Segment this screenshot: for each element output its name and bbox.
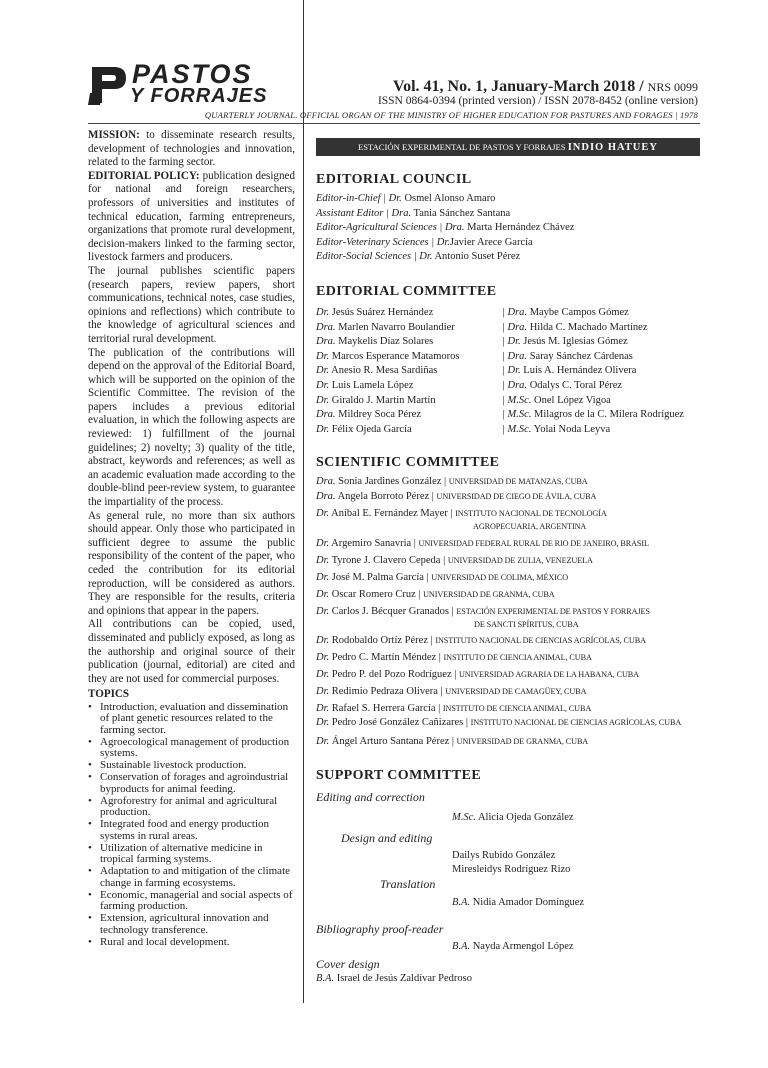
list-item [316,475,588,490]
issn-line: ISSN 0864-0394 (printed version) / ISSN 2078-8452 (online version) [377,95,698,107]
list-item [316,364,437,379]
title: Dra. [316,409,336,421]
list-item [316,490,596,505]
list-item [316,702,591,717]
person-name: Jesús M. Iglesias Gómez [520,336,628,348]
nrs-number: NRS 0099 [647,80,698,94]
role: Editor-in-Chief | Dr. [316,193,402,204]
title: Dr. [316,669,330,680]
scientific-committee [316,455,700,471]
mission-label: MISSION: [88,129,140,141]
list-item [502,350,633,365]
list-item: Dailys Rubido González [452,850,556,861]
person-name: Nayda Armengol López [470,941,574,952]
person-name: Redimio Pedraza Olivera | [329,686,446,697]
title: Dr. [316,686,330,697]
title: Dr. [316,394,330,406]
person-name: Tania Sánchez Santana [411,207,511,219]
list-item [502,306,629,321]
paragraph-contributions: All contributions can be copied, used, disseminated and publicly exposed, as long as the authorship and original source of their publication (journal, editorial) are cited and they are not used for commercial purposes. [88,618,295,685]
cover-design-label: Cover design [316,957,380,971]
editorial-council [316,172,700,265]
person-name: José M. Palma García | [329,572,432,583]
list-item [316,321,455,336]
left-column [88,129,295,949]
title: M.Sc. [452,812,476,823]
list-item [502,321,647,336]
person-name: Jesús Suárez Hernández [329,307,434,318]
volume-text: Vol. 41, No. 1, January-March 2018 / [392,78,644,95]
scientific-committee-title: SCIENTIFIC COMMITTEE [316,455,500,470]
paragraph-authors: As general rule, no more than six authors should appear. Only those who participated in sufficient degree to assume the public responsibility of the content of the paper, who ceded the contribution for its editorial reproduction, will be considered as authors. They are responsible for the results, criteria and opinions that appear in the papers. [88,509,295,617]
institution: UNIVERSIDAD AGRARIA DE LA HABANA, CUBA [458,670,639,679]
person-name: Milagros de la C. Milera Rodríguez [531,409,684,421]
title: Dr. [316,703,330,714]
logo-mark-icon [88,63,132,107]
institution: INSTITUTO NACIONAL DE CIENCIAS AGRÍCOLAS, CUBA [470,718,682,727]
institution: UNIVERSIDAD FEDERAL RURAL DE RIO DE JANEIRO, BRASIL [418,539,649,548]
list-item [316,350,459,365]
editorial-committee [316,284,700,300]
list-item [502,364,636,379]
institution-continued: AGROPECUARIA, ARGENTINA [473,522,587,531]
role: Assistant Editor | Dra. [316,207,412,219]
person-name: Javier Arece García [449,236,533,248]
list-item [502,408,684,423]
translation-label: Translation [380,877,436,891]
quarterly-line: QUARTERLY JOURNAL. OFFICIAL ORGAN OF THE MINISTRY OF HIGHER EDUCATION FOR PASTURES AND FORAGES | 1978 [204,110,698,120]
header-rule [88,123,700,124]
list-item [316,423,412,438]
policy-paragraph [88,170,295,265]
title: B.A. [452,941,471,952]
list-item [316,394,436,409]
title: | Dra. [502,380,528,391]
list-item [316,335,433,350]
paragraph-publishes: The journal publishes scientific papers (research papers, review papers, short communications, technical notes, case studies, opinions and reflections) which contribute to the knowledge of agricultural sciences and territorial rural development. [88,264,295,345]
person-name: Luis Lamela López [329,380,414,391]
support-committee-title: SUPPORT COMMITTEE [316,768,482,783]
role: Editor-Veterinary Sciences | Dr. [316,236,450,248]
list-item [316,972,472,987]
title: | Dra. [502,307,528,318]
person-name: Carlos J. Bécquer Granados | [329,606,457,617]
list-item: • Economic, managerial and social aspects of farming production. [88,890,295,913]
list-item [316,537,649,552]
institution: INSTITUTO DE CIENCIA ANIMAL, CUBA [442,704,592,713]
institution: UNIVERSIDAD DE MATANZAS, CUBA [448,477,588,486]
mission-paragraph [88,129,295,170]
institution: UNIVERSIDAD DE GRANMA, CUBA [456,737,589,746]
title: Dr. [316,380,330,391]
title: Dr. [316,365,330,377]
title: Dr. [316,555,330,566]
title: | Dra. [502,321,528,333]
person-name: Tyrone J. Clavero Cepeda | [329,555,448,566]
person-name: Argemiro Sanavria | [329,538,419,549]
list-item: • Rural and local development. [88,937,295,949]
title: | Dra. [502,350,528,362]
institution: INSTITUTO NACIONAL DE TECNOLOGÍA [455,509,607,518]
list-item [502,394,611,409]
institution: UNIVERSIDAD DE CIEGO DE ÁVILA, CUBA [436,491,597,501]
policy-text: publication designed for national and foreign researchers, professors of universities and institutes of technical education, farming entrepreneurs, organizations that promote rural development, decision-makers linked to the farming sector, livestock farmers and producers. [88,169,295,264]
role: Editor-Agricultural Sciences | Dra. [316,222,465,234]
title: Dra. [316,321,336,333]
person-name: Aníbal E. Fernández Mayer | [329,508,456,519]
list-item [316,192,700,207]
person-name: Israel de Jesús Zaldívar Pedroso [334,973,472,984]
list-item: • Introduction, evaluation and dissemination of plant genetic resources related to the farming sector. [88,702,295,737]
list-item [316,250,700,265]
scientific-committee-list [316,475,700,755]
person-name: Pedro P. del Pozo Rodríguez | [329,669,459,680]
list-item [316,236,700,251]
title: Dra. [316,476,336,487]
person-name: Nidia Amador Domínguez [470,897,585,908]
list-item [502,379,622,394]
title: Dr. [316,423,330,435]
person-name: Marcos Esperance Matamoros [329,350,460,362]
person-name: Onel López Vigoa [531,394,611,406]
institution: UNIVERSIDAD DE GRANMA, CUBA [423,590,555,599]
title: Dr. [316,717,330,728]
volume-line [393,78,698,96]
person-name: Hilda C. Machado Martínez [527,321,648,333]
list-item [316,408,421,423]
title: B.A. [316,973,335,984]
support-committee [316,768,700,988]
title: Dr. [316,508,330,519]
editorial-committee-title: EDITORIAL COMMITTEE [316,284,497,299]
person-name: Pedro C. Martín Méndez | [329,652,444,663]
title: Dr. [316,635,330,646]
list-item [316,306,433,321]
list-item [452,811,574,826]
institution: INSTITUTO DE CIENCIA ANIMAL, CUBA [443,653,592,662]
design-label: Design and editing [341,831,433,845]
person-name: Odalys C. Toral Pérez [527,380,623,391]
paragraph-approval: The publication of the contributions will depend on the approval of the Editorial Board, which will be supported on the opinion of the Scientific Committee. The revision of the papers includes a previous editorial evaluation, in which the following aspects are reviewed: 1) fulfillment of the journal guidelines; 2) novelty; 3) quality of the title, abstract, keywords and references; as well as an academic evaluation made according to the double-blind peer-review system, to guarantee the impartiality of the process. [88,346,295,509]
person-name: Marlen Navarro Boulandier [335,321,455,333]
list-item [316,221,700,236]
list-item [316,379,413,394]
title: Dr. [316,606,330,617]
person-name: Sonia Jardines González | [335,476,449,487]
person-name: Rafael S. Herrera García | [329,703,443,714]
institution: ESTACIÓN EXPERIMENTAL DE PASTOS Y FORRAJES [456,607,650,616]
person-name: Rodobaldo Ortíz Pérez | [329,635,436,646]
list-item [316,716,681,731]
list-item [316,651,592,666]
list-item [316,735,588,750]
list-item: • Adaptation to and mitigation of the climate change in farming ecosystems. [88,866,295,889]
person-name: Maybe Campos Gómez [527,307,629,318]
list-item [316,554,593,569]
journal-logo [88,59,298,109]
title: Dr. [316,538,330,549]
list-item: • Agroforestry for animal and agricultural production. [88,796,295,819]
list-item [316,207,700,222]
station-banner [316,138,700,156]
list-item: • Sustainable livestock production. [88,760,295,772]
title: | M.Sc. [502,409,532,421]
title: Dr. [316,350,330,362]
list-item [502,423,610,438]
person-name: Luis A. Hernández Olivera [520,365,637,377]
title: Dr. [316,572,330,583]
person-name: Marta Hernández Chávez [464,222,575,234]
list-item: Miresleidys Rodríguez Rizo [452,864,571,875]
person-name: Oscar Romero Cruz | [329,589,424,600]
list-item [502,335,628,350]
list-item [316,668,639,683]
person-name: Ángel Arturo Santana Pérez | [329,736,457,747]
editing-label: Editing and correction [316,790,425,804]
title: B.A. [452,897,471,908]
person-name: Pedro José González Cañizares | [329,717,471,728]
title: Dr. [316,589,330,600]
role: Editor-Social Sciences | Dr. [316,251,433,263]
list-item [452,896,584,911]
person-name: Maykelis Díaz Solares [335,336,434,348]
institution-continued: DE SANCTI SPÍRITUS, CUBA [474,620,579,629]
title: Dr. [316,652,330,663]
person-name: Angela Borroto Pérez | [335,490,437,502]
topics-list [88,702,295,949]
person-name: Yolai Noda Leyva [531,423,611,435]
institution: UNIVERSIDAD DE ZULIA, VENEZUELA [447,556,593,565]
list-item [316,571,568,586]
title: Dra. [316,336,336,348]
list-item [316,634,646,649]
title: | M.Sc. [502,423,532,435]
column-divider [303,0,304,1003]
list-item: • Extension, agricultural innovation and technology transference. [88,913,295,936]
title: | Dr. [502,365,521,377]
person-name: Mildrey Soca Pérez [335,409,421,421]
institution: INSTITUTO NACIONAL DE CIENCIAS AGRÍCOLAS, CUBA [435,636,646,645]
list-item [316,685,586,700]
institution: UNIVERSIDAD DE COLIMA, MÉXICO [431,573,569,582]
editorial-council-title: EDITORIAL COUNCIL [316,172,472,187]
list-item [452,940,574,955]
banner-text: ESTACIÓN EXPERIMENTAL DE PASTOS Y FORRAJES [358,142,568,152]
person-name: Saray Sánchez Cárdenas [527,350,633,362]
title: | Dr. [502,336,521,348]
institution: UNIVERSIDAD DE CAMAGÜEY, CUBA [445,687,587,696]
logo-text-forrajes: Y FORRAJES [130,85,268,107]
person-name: Giraldo J. Martín Martín [329,394,436,406]
title: | M.Sc. [502,394,532,406]
topics-title: TOPICS [88,688,130,701]
title: Dra. [316,490,336,502]
list-item [316,588,555,603]
list-item: • Conservation of forages and agroindustrial byproducts for animal feeding. [88,772,295,795]
person-name: Félix Ojeda García [329,423,412,435]
title: Dr. [316,307,330,318]
person-name: Alicia Ojeda González [475,812,574,823]
person-name: Anesio R. Mesa Sardiñas [329,365,438,377]
banner-station-name: INDIO HATUEY [567,142,658,153]
title: Dr. [316,736,330,747]
editorial-committee-list [316,306,700,441]
list-item: • Integrated food and energy production systems in rural areas. [88,819,295,842]
list-item: • Agroecological management of production systems. [88,737,295,760]
person-name: Antonio Suset Pérez [432,251,521,263]
policy-label: EDITORIAL POLICY: [88,169,200,182]
person-name: Osmel Alonso Amaro [401,193,496,204]
bibliography-label: Bibliography proof-reader [316,922,444,936]
list-item: • Utilization of alternative medicine in tropical farming systems. [88,843,295,866]
logo-text-pastos: PASTOS [132,59,253,89]
mission-text: to disseminate research results, development of technologies and innovation, related to the farming sector. [88,129,295,169]
